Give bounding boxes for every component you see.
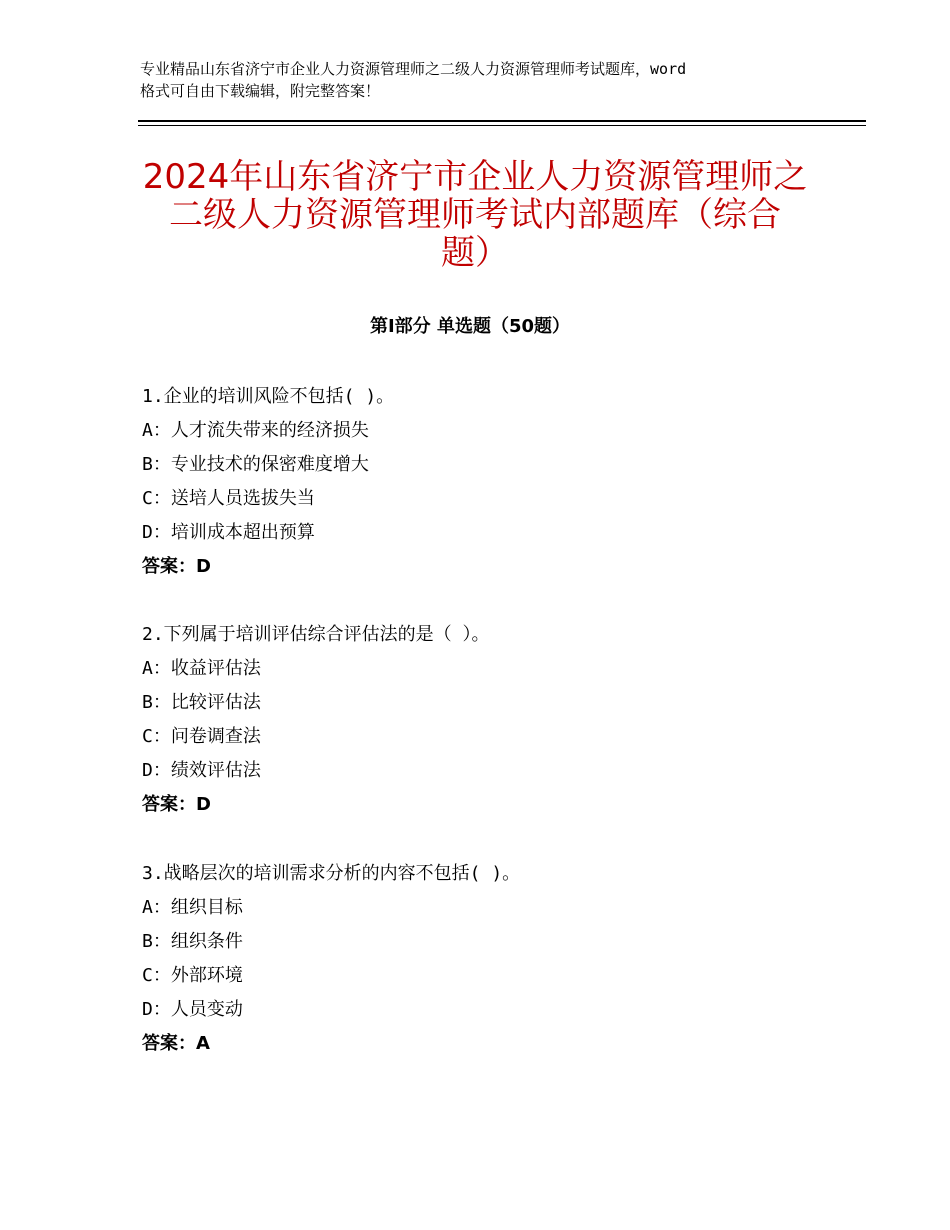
- header-note-line-1: 专业精品山东省济宁市企业人力资源管理师之二级人力资源管理师考试题库，word: [140, 60, 687, 78]
- option-d: D：绩效评估法: [142, 760, 261, 781]
- question-2: [142, 618, 842, 822]
- answer: 答案：D: [142, 556, 211, 577]
- option-c: C：外部环境: [142, 965, 243, 986]
- header-divider-thick: [138, 120, 866, 122]
- question-stem: 3.战略层次的培训需求分析的内容不包括( )。: [142, 863, 521, 884]
- header-divider-thin: [138, 125, 866, 126]
- document-title-line-3: 题）: [441, 233, 509, 273]
- option-a: A：组织目标: [142, 897, 243, 918]
- question-stem: 1.企业的培训风险不包括( )。: [142, 386, 395, 407]
- section-heading: 第Ⅰ部分 单选题（50题）: [369, 316, 570, 337]
- header-note: [140, 58, 840, 102]
- option-a: A：人才流失带来的经济损失: [142, 420, 369, 441]
- question-stem: 2.下列属于培训评估综合评估法的是（ ）。: [142, 624, 490, 645]
- option-b: B：比较评估法: [142, 692, 261, 713]
- question-3: [142, 857, 842, 1061]
- option-b: B：组织条件: [142, 931, 243, 952]
- document-title-line-1: 2024年山东省济宁市企业人力资源管理师之: [142, 157, 808, 197]
- document-title: [120, 158, 830, 272]
- option-b: B：专业技术的保密难度增大: [142, 454, 369, 475]
- question-1: [142, 380, 842, 584]
- option-a: A：收益评估法: [142, 658, 261, 679]
- option-d: D：人员变动: [142, 999, 243, 1020]
- document-title-line-2: 二级人力资源管理师考试内部题库（综合: [169, 195, 781, 235]
- option-c: C：送培人员选拔失当: [142, 488, 315, 509]
- answer: 答案：D: [142, 794, 211, 815]
- header-note-line-2: 格式可自由下载编辑，附完整答案！: [140, 82, 381, 100]
- option-c: C：问卷调查法: [142, 726, 261, 747]
- answer: 答案：A: [142, 1033, 210, 1054]
- option-d: D：培训成本超出预算: [142, 522, 315, 543]
